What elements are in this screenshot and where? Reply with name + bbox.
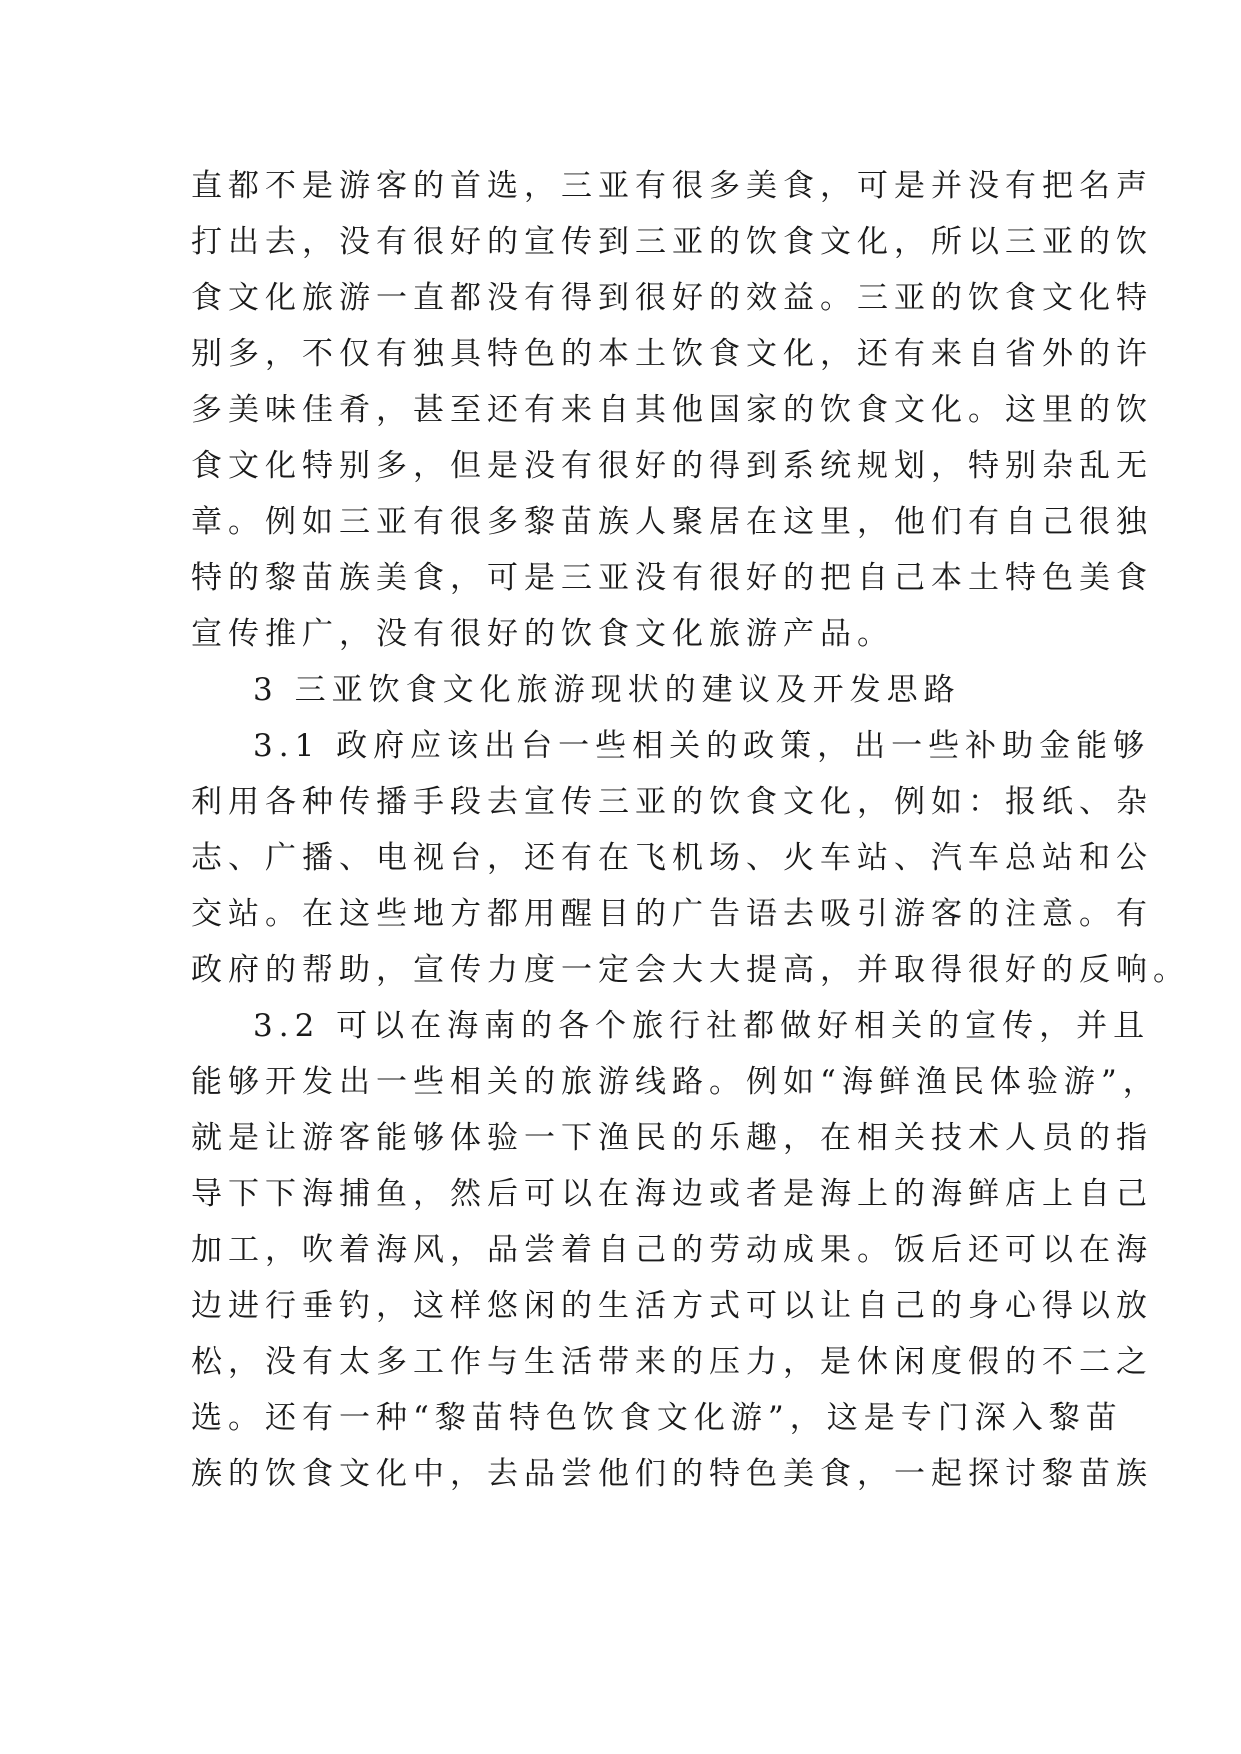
text-line: 就是让游客能够体验一下渔民的乐趣，在相关技术人员的指	[191, 1120, 1153, 1156]
text-line: 多美味佳肴，甚至还有来自其他国家的饮食文化。这里的饮	[191, 392, 1153, 428]
text-line: 别多，不仅有独具特色的本土饮食文化，还有来自省外的许	[191, 336, 1153, 372]
text-line: 打出去，没有很好的宣传到三亚的饮食文化，所以三亚的饮	[191, 224, 1153, 260]
text-line: 章。例如三亚有很多黎苗族人聚居在这里，他们有自己很独	[191, 504, 1153, 540]
text-line: 选。还有一种“黎苗特色饮食文化游”，这是专门深入黎苗	[191, 1400, 1123, 1436]
text-line: 特的黎苗族美食，可是三亚没有很好的把自己本土特色美食	[191, 560, 1153, 596]
text-line: 加工，吹着海风，品尝着自己的劳动成果。饭后还可以在海	[191, 1232, 1153, 1268]
text-line: 边进行垂钓，这样悠闲的生活方式可以让自己的身心得以放	[191, 1288, 1153, 1324]
text-line: 3.1 政府应该出台一些相关的政策，出一些补助金能够	[253, 728, 1151, 764]
section-heading: 3 三亚饮食文化旅游现状的建议及开发思路	[253, 672, 961, 708]
text-line: 松，没有太多工作与生活带来的压力，是休闲度假的不二之	[191, 1344, 1153, 1380]
text-line: 宣传推广，没有很好的饮食文化旅游产品。	[191, 616, 894, 652]
text-line: 族的饮食文化中，去品尝他们的特色美食，一起探讨黎苗族	[191, 1456, 1153, 1492]
text-line: 食文化特别多，但是没有很好的得到系统规划，特别杂乱无	[191, 448, 1153, 484]
text-line: 导下下海捕鱼，然后可以在海边或者是海上的海鲜店上自己	[191, 1176, 1153, 1212]
text-line: 食文化旅游一直都没有得到很好的效益。三亚的饮食文化特	[191, 280, 1153, 316]
text-line: 交站。在这些地方都用醒目的广告语去吸引游客的注意。有	[191, 896, 1153, 932]
text-line: 直都不是游客的首选，三亚有很多美食，可是并没有把名声	[191, 168, 1153, 204]
text-line: 能够开发出一些相关的旅游线路。例如“海鲜渔民体验游”，	[191, 1064, 1160, 1100]
text-line: 政府的帮助，宣传力度一定会大大提高，并取得很好的反响。	[191, 952, 1190, 988]
text-line: 志、广播、电视台，还有在飞机场、火车站、汽车总站和公	[191, 840, 1153, 876]
text-line: 利用各种传播手段去宣传三亚的饮食文化，例如：报纸、杂	[191, 784, 1153, 820]
text-line: 3.2 可以在海南的各个旅行社都做好相关的宣传，并且	[253, 1008, 1151, 1044]
